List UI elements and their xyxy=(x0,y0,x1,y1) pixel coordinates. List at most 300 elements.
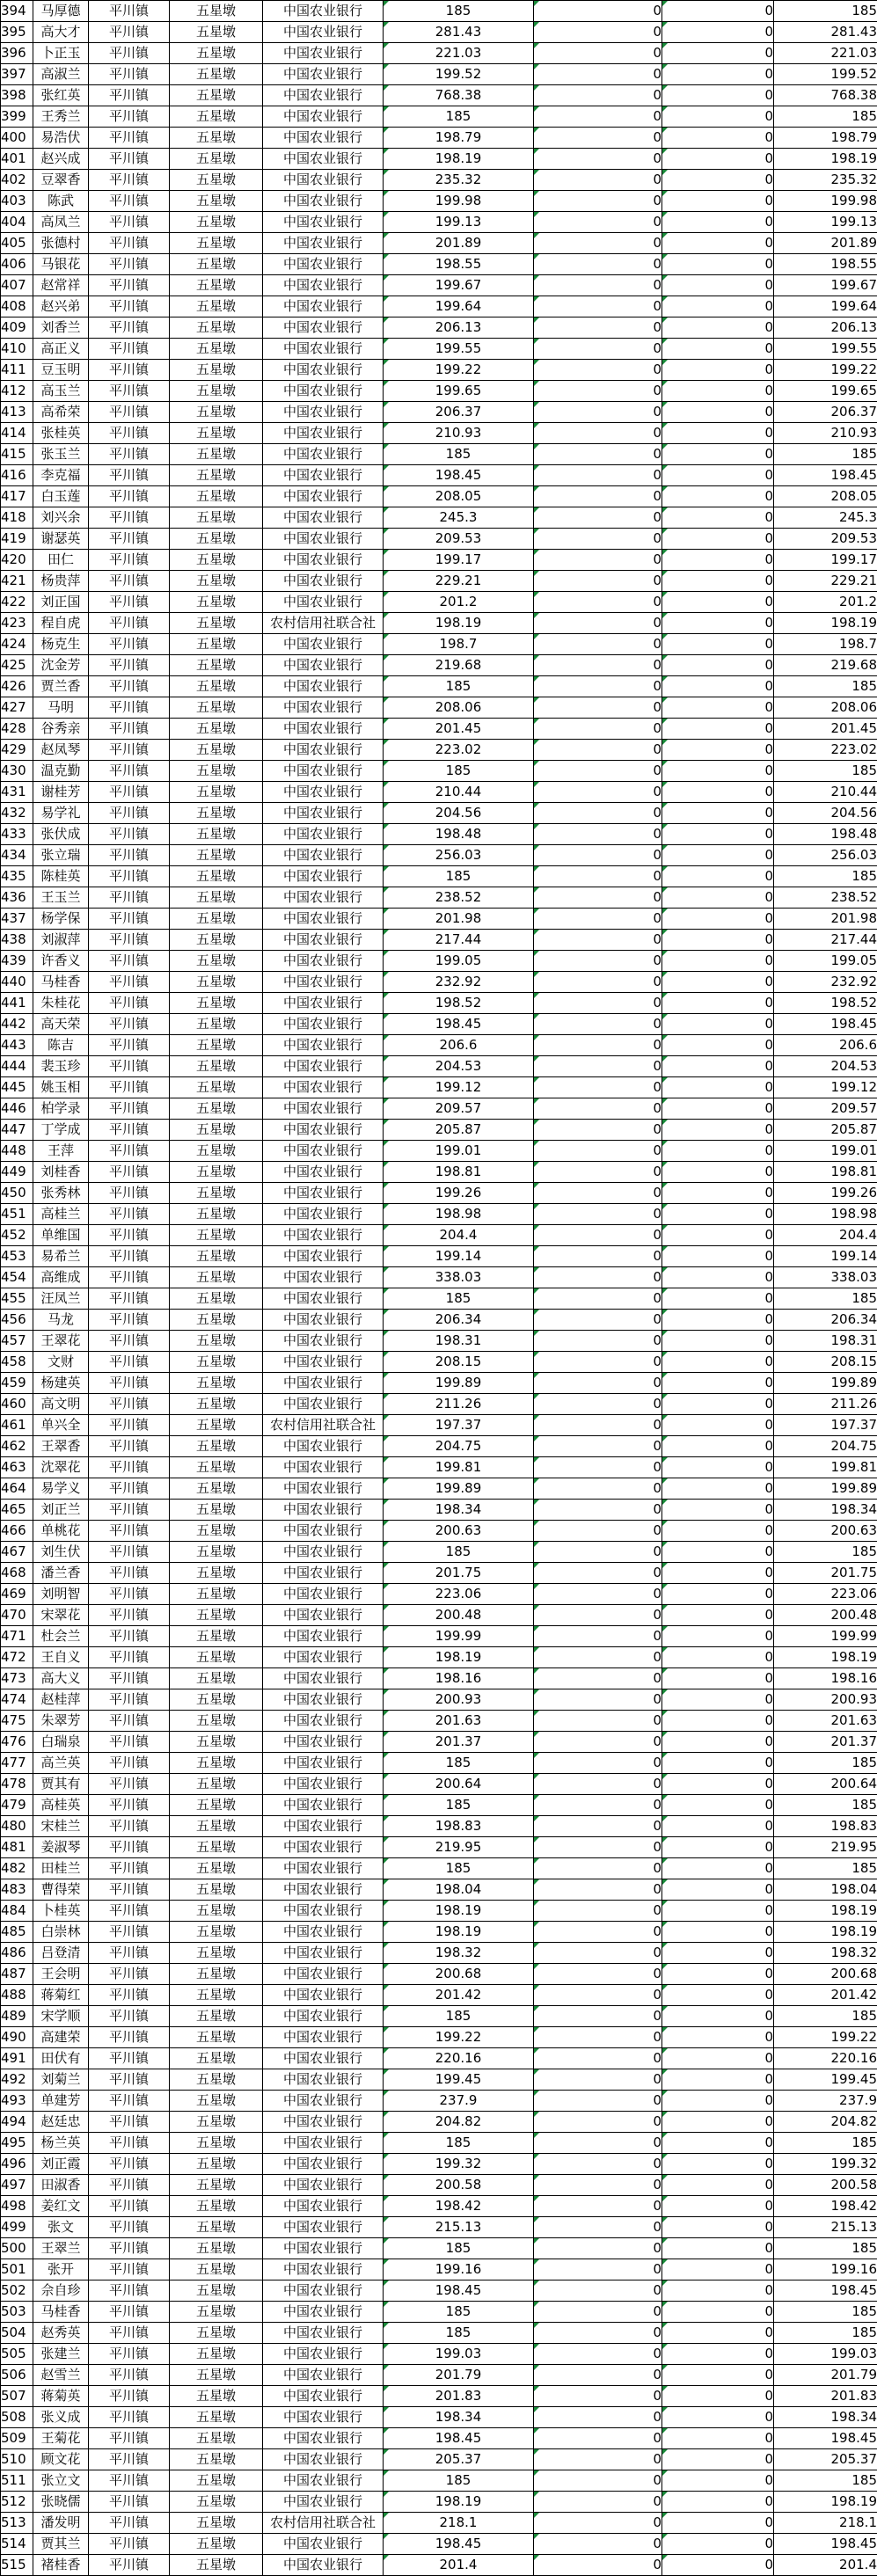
total-cell[interactable]: 220.16 xyxy=(774,2048,877,2069)
name-cell[interactable]: 田伏有 xyxy=(33,2048,89,2069)
zero-cell-1[interactable]: 0 xyxy=(534,1478,662,1500)
village-cell[interactable]: 五星墩 xyxy=(170,2133,263,2154)
bank-cell[interactable]: 中国农业银行 xyxy=(263,1310,384,1331)
row-number-cell[interactable]: 405 xyxy=(1,233,33,254)
row-number-cell[interactable]: 412 xyxy=(1,381,33,402)
bank-cell[interactable]: 中国农业银行 xyxy=(263,1816,384,1837)
village-cell[interactable]: 五星墩 xyxy=(170,1668,263,1689)
bank-cell[interactable]: 中国农业银行 xyxy=(263,2344,384,2365)
amount-cell[interactable]: 206.6 xyxy=(384,1035,534,1056)
village-cell[interactable]: 五星墩 xyxy=(170,1753,263,1774)
amount-cell[interactable]: 198.79 xyxy=(384,128,534,149)
bank-cell[interactable]: 中国农业银行 xyxy=(263,845,384,866)
name-cell[interactable]: 王翠花 xyxy=(33,1331,89,1352)
total-cell[interactable]: 201.89 xyxy=(774,233,877,254)
zero-cell-2[interactable]: 0 xyxy=(662,1267,774,1288)
zero-cell-2[interactable]: 0 xyxy=(662,212,774,233)
total-cell[interactable]: 199.03 xyxy=(774,2344,877,2365)
zero-cell-1[interactable]: 0 xyxy=(534,1500,662,1521)
bank-cell[interactable]: 中国农业银行 xyxy=(263,2492,384,2513)
town-cell[interactable]: 平川镇 xyxy=(89,866,170,887)
total-cell[interactable]: 204.53 xyxy=(774,1056,877,1077)
total-cell[interactable]: 235.32 xyxy=(774,170,877,191)
zero-cell-2[interactable]: 0 xyxy=(662,1605,774,1626)
bank-cell[interactable]: 中国农业银行 xyxy=(263,1711,384,1732)
village-cell[interactable]: 五星墩 xyxy=(170,1795,263,1816)
village-cell[interactable]: 五星墩 xyxy=(170,719,263,740)
bank-cell[interactable]: 中国农业银行 xyxy=(263,1922,384,1943)
town-cell[interactable]: 平川镇 xyxy=(89,740,170,761)
bank-cell[interactable]: 中国农业银行 xyxy=(263,2365,384,2386)
village-cell[interactable]: 五星墩 xyxy=(170,2196,263,2217)
row-number-cell[interactable]: 418 xyxy=(1,507,33,529)
amount-cell[interactable]: 198.42 xyxy=(384,2196,534,2217)
zero-cell-2[interactable]: 0 xyxy=(662,2449,774,2470)
total-cell[interactable]: 199.22 xyxy=(774,2027,877,2048)
row-number-cell[interactable]: 428 xyxy=(1,719,33,740)
amount-cell[interactable]: 199.98 xyxy=(384,191,534,212)
total-cell[interactable]: 232.92 xyxy=(774,972,877,993)
total-cell[interactable]: 201.83 xyxy=(774,2386,877,2407)
name-cell[interactable]: 谢瑟英 xyxy=(33,529,89,550)
row-number-cell[interactable]: 423 xyxy=(1,613,33,634)
row-number-cell[interactable]: 460 xyxy=(1,1394,33,1415)
bank-cell[interactable]: 中国农业银行 xyxy=(263,296,384,317)
row-number-cell[interactable]: 510 xyxy=(1,2449,33,2470)
row-number-cell[interactable]: 506 xyxy=(1,2365,33,2386)
total-cell[interactable]: 185 xyxy=(774,1795,877,1816)
amount-cell[interactable]: 200.68 xyxy=(384,1964,534,1985)
amount-cell[interactable]: 199.65 xyxy=(384,381,534,402)
name-cell[interactable]: 卜桂英 xyxy=(33,1901,89,1922)
bank-cell[interactable]: 中国农业银行 xyxy=(263,2407,384,2428)
amount-cell[interactable]: 198.45 xyxy=(384,2280,534,2302)
village-cell[interactable]: 五星墩 xyxy=(170,1943,263,1964)
name-cell[interactable]: 田仁 xyxy=(33,550,89,571)
total-cell[interactable]: 210.44 xyxy=(774,782,877,803)
name-cell[interactable]: 李克福 xyxy=(33,465,89,486)
zero-cell-1[interactable]: 0 xyxy=(534,2259,662,2280)
amount-cell[interactable]: 209.57 xyxy=(384,1098,534,1120)
row-number-cell[interactable]: 511 xyxy=(1,2470,33,2492)
village-cell[interactable]: 五星墩 xyxy=(170,1985,263,2006)
amount-cell[interactable]: 199.55 xyxy=(384,339,534,360)
total-cell[interactable]: 185 xyxy=(774,2470,877,2492)
zero-cell-1[interactable]: 0 xyxy=(534,22,662,43)
town-cell[interactable]: 平川镇 xyxy=(89,1288,170,1310)
name-cell[interactable]: 单兴全 xyxy=(33,1415,89,1436)
zero-cell-2[interactable]: 0 xyxy=(662,1816,774,1837)
total-cell[interactable]: 185 xyxy=(774,1858,877,1879)
name-cell[interactable]: 曹得荣 xyxy=(33,1879,89,1901)
row-number-cell[interactable]: 512 xyxy=(1,2492,33,2513)
zero-cell-1[interactable]: 0 xyxy=(534,2238,662,2259)
village-cell[interactable]: 五星墩 xyxy=(170,909,263,930)
zero-cell-2[interactable]: 0 xyxy=(662,296,774,317)
zero-cell-1[interactable]: 0 xyxy=(534,1753,662,1774)
bank-cell[interactable]: 中国农业银行 xyxy=(263,1373,384,1394)
zero-cell-1[interactable]: 0 xyxy=(534,149,662,170)
total-cell[interactable]: 198.31 xyxy=(774,1331,877,1352)
town-cell[interactable]: 平川镇 xyxy=(89,1267,170,1288)
zero-cell-2[interactable]: 0 xyxy=(662,719,774,740)
total-cell[interactable]: 199.64 xyxy=(774,296,877,317)
zero-cell-2[interactable]: 0 xyxy=(662,1626,774,1647)
row-number-cell[interactable]: 421 xyxy=(1,571,33,592)
amount-cell[interactable]: 281.43 xyxy=(384,22,534,43)
total-cell[interactable]: 245.3 xyxy=(774,507,877,529)
amount-cell[interactable]: 201.83 xyxy=(384,2386,534,2407)
zero-cell-1[interactable]: 0 xyxy=(534,402,662,423)
village-cell[interactable]: 五星墩 xyxy=(170,1584,263,1605)
total-cell[interactable]: 208.15 xyxy=(774,1352,877,1373)
zero-cell-2[interactable]: 0 xyxy=(662,676,774,697)
zero-cell-2[interactable]: 0 xyxy=(662,655,774,676)
bank-cell[interactable]: 中国农业银行 xyxy=(263,1668,384,1689)
total-cell[interactable]: 198.45 xyxy=(774,2428,877,2449)
zero-cell-2[interactable]: 0 xyxy=(662,465,774,486)
bank-cell[interactable]: 中国农业银行 xyxy=(263,887,384,909)
village-cell[interactable]: 五星墩 xyxy=(170,339,263,360)
zero-cell-1[interactable]: 0 xyxy=(534,1331,662,1352)
town-cell[interactable]: 平川镇 xyxy=(89,1098,170,1120)
bank-cell[interactable]: 中国农业银行 xyxy=(263,128,384,149)
name-cell[interactable]: 朱桂花 xyxy=(33,993,89,1014)
zero-cell-1[interactable]: 0 xyxy=(534,2302,662,2323)
village-cell[interactable]: 五星墩 xyxy=(170,402,263,423)
zero-cell-2[interactable]: 0 xyxy=(662,909,774,930)
name-cell[interactable]: 白玉莲 xyxy=(33,486,89,507)
town-cell[interactable]: 平川镇 xyxy=(89,1141,170,1162)
bank-cell[interactable]: 中国农业银行 xyxy=(263,275,384,296)
town-cell[interactable]: 平川镇 xyxy=(89,951,170,972)
name-cell[interactable]: 豆玉明 xyxy=(33,360,89,381)
village-cell[interactable]: 五星墩 xyxy=(170,2006,263,2027)
amount-cell[interactable]: 198.7 xyxy=(384,634,534,655)
zero-cell-1[interactable]: 0 xyxy=(534,782,662,803)
bank-cell[interactable]: 中国农业银行 xyxy=(263,2112,384,2133)
village-cell[interactable]: 五星墩 xyxy=(170,212,263,233)
bank-cell[interactable]: 中国农业银行 xyxy=(263,1204,384,1225)
zero-cell-2[interactable]: 0 xyxy=(662,1183,774,1204)
amount-cell[interactable]: 206.34 xyxy=(384,1310,534,1331)
name-cell[interactable]: 王玉兰 xyxy=(33,887,89,909)
zero-cell-2[interactable]: 0 xyxy=(662,613,774,634)
zero-cell-2[interactable]: 0 xyxy=(662,2492,774,2513)
row-number-cell[interactable]: 482 xyxy=(1,1858,33,1879)
town-cell[interactable]: 平川镇 xyxy=(89,1352,170,1373)
bank-cell[interactable]: 中国农业银行 xyxy=(263,2006,384,2027)
zero-cell-1[interactable]: 0 xyxy=(534,719,662,740)
total-cell[interactable]: 199.99 xyxy=(774,1626,877,1647)
town-cell[interactable]: 平川镇 xyxy=(89,529,170,550)
town-cell[interactable]: 平川镇 xyxy=(89,2217,170,2238)
zero-cell-2[interactable]: 0 xyxy=(662,2027,774,2048)
row-number-cell[interactable]: 476 xyxy=(1,1732,33,1753)
zero-cell-1[interactable]: 0 xyxy=(534,106,662,128)
total-cell[interactable]: 200.64 xyxy=(774,1774,877,1795)
town-cell[interactable]: 平川镇 xyxy=(89,1056,170,1077)
town-cell[interactable]: 平川镇 xyxy=(89,1816,170,1837)
row-number-cell[interactable]: 414 xyxy=(1,423,33,444)
name-cell[interactable]: 刘生伏 xyxy=(33,1542,89,1563)
village-cell[interactable]: 五星墩 xyxy=(170,529,263,550)
total-cell[interactable]: 221.03 xyxy=(774,43,877,64)
row-number-cell[interactable]: 444 xyxy=(1,1056,33,1077)
total-cell[interactable]: 200.48 xyxy=(774,1605,877,1626)
name-cell[interactable]: 刘正兰 xyxy=(33,1500,89,1521)
zero-cell-2[interactable]: 0 xyxy=(662,1098,774,1120)
name-cell[interactable]: 王萍 xyxy=(33,1141,89,1162)
row-number-cell[interactable]: 461 xyxy=(1,1415,33,1436)
amount-cell[interactable]: 218.1 xyxy=(384,2513,534,2534)
amount-cell[interactable]: 185 xyxy=(384,444,534,465)
row-number-cell[interactable]: 473 xyxy=(1,1668,33,1689)
village-cell[interactable]: 五星墩 xyxy=(170,1774,263,1795)
bank-cell[interactable]: 中国农业银行 xyxy=(263,2091,384,2112)
bank-cell[interactable]: 中国农业银行 xyxy=(263,909,384,930)
zero-cell-1[interactable]: 0 xyxy=(534,191,662,212)
town-cell[interactable]: 平川镇 xyxy=(89,1415,170,1436)
zero-cell-1[interactable]: 0 xyxy=(534,339,662,360)
bank-cell[interactable]: 中国农业银行 xyxy=(263,1943,384,1964)
total-cell[interactable]: 218.1 xyxy=(774,2513,877,2534)
bank-cell[interactable]: 中国农业银行 xyxy=(263,1753,384,1774)
village-cell[interactable]: 五星墩 xyxy=(170,866,263,887)
row-number-cell[interactable]: 491 xyxy=(1,2048,33,2069)
bank-cell[interactable]: 中国农业银行 xyxy=(263,740,384,761)
bank-cell[interactable]: 中国农业银行 xyxy=(263,1521,384,1542)
zero-cell-2[interactable]: 0 xyxy=(662,2091,774,2112)
bank-cell[interactable]: 中国农业银行 xyxy=(263,719,384,740)
total-cell[interactable]: 237.9 xyxy=(774,2091,877,2112)
name-cell[interactable]: 沈翠花 xyxy=(33,1457,89,1478)
zero-cell-2[interactable]: 0 xyxy=(662,317,774,339)
zero-cell-1[interactable]: 0 xyxy=(534,43,662,64)
total-cell[interactable]: 185 xyxy=(774,866,877,887)
amount-cell[interactable]: 201.63 xyxy=(384,1711,534,1732)
village-cell[interactable]: 五星墩 xyxy=(170,1162,263,1183)
bank-cell[interactable]: 中国农业银行 xyxy=(263,2069,384,2091)
zero-cell-2[interactable]: 0 xyxy=(662,740,774,761)
zero-cell-2[interactable]: 0 xyxy=(662,1014,774,1035)
zero-cell-2[interactable]: 0 xyxy=(662,486,774,507)
total-cell[interactable]: 199.67 xyxy=(774,275,877,296)
name-cell[interactable]: 张义成 xyxy=(33,2407,89,2428)
town-cell[interactable]: 平川镇 xyxy=(89,339,170,360)
town-cell[interactable]: 平川镇 xyxy=(89,1774,170,1795)
bank-cell[interactable]: 中国农业银行 xyxy=(263,1858,384,1879)
town-cell[interactable]: 平川镇 xyxy=(89,1626,170,1647)
village-cell[interactable]: 五星墩 xyxy=(170,1816,263,1837)
name-cell[interactable]: 马龙 xyxy=(33,1310,89,1331)
amount-cell[interactable]: 245.3 xyxy=(384,507,534,529)
row-number-cell[interactable]: 469 xyxy=(1,1584,33,1605)
total-cell[interactable]: 198.83 xyxy=(774,1816,877,1837)
village-cell[interactable]: 五星墩 xyxy=(170,444,263,465)
total-cell[interactable]: 198.19 xyxy=(774,149,877,170)
row-number-cell[interactable]: 500 xyxy=(1,2238,33,2259)
amount-cell[interactable]: 198.04 xyxy=(384,1879,534,1901)
zero-cell-2[interactable]: 0 xyxy=(662,571,774,592)
town-cell[interactable]: 平川镇 xyxy=(89,676,170,697)
bank-cell[interactable]: 中国农业银行 xyxy=(263,2280,384,2302)
zero-cell-1[interactable]: 0 xyxy=(534,634,662,655)
village-cell[interactable]: 五星墩 xyxy=(170,1922,263,1943)
zero-cell-2[interactable]: 0 xyxy=(662,170,774,191)
name-cell[interactable]: 高正义 xyxy=(33,339,89,360)
bank-cell[interactable]: 中国农业银行 xyxy=(263,191,384,212)
bank-cell[interactable]: 中国农业银行 xyxy=(263,1584,384,1605)
town-cell[interactable]: 平川镇 xyxy=(89,43,170,64)
amount-cell[interactable]: 210.44 xyxy=(384,782,534,803)
name-cell[interactable]: 赵桂萍 xyxy=(33,1689,89,1711)
zero-cell-2[interactable]: 0 xyxy=(662,1478,774,1500)
total-cell[interactable]: 185 xyxy=(774,444,877,465)
zero-cell-2[interactable]: 0 xyxy=(662,2280,774,2302)
amount-cell[interactable]: 338.03 xyxy=(384,1267,534,1288)
amount-cell[interactable]: 185 xyxy=(384,2323,534,2344)
zero-cell-2[interactable]: 0 xyxy=(662,1774,774,1795)
row-number-cell[interactable]: 484 xyxy=(1,1901,33,1922)
total-cell[interactable]: 198.32 xyxy=(774,1943,877,1964)
zero-cell-1[interactable]: 0 xyxy=(534,254,662,275)
total-cell[interactable]: 204.4 xyxy=(774,1225,877,1246)
village-cell[interactable]: 五星墩 xyxy=(170,2175,263,2196)
total-cell[interactable]: 219.95 xyxy=(774,1837,877,1858)
zero-cell-2[interactable]: 0 xyxy=(662,1141,774,1162)
zero-cell-2[interactable]: 0 xyxy=(662,634,774,655)
zero-cell-1[interactable]: 0 xyxy=(534,1120,662,1141)
row-number-cell[interactable]: 465 xyxy=(1,1500,33,1521)
bank-cell[interactable]: 中国农业银行 xyxy=(263,317,384,339)
town-cell[interactable]: 平川镇 xyxy=(89,1795,170,1816)
total-cell[interactable]: 185 xyxy=(774,2238,877,2259)
row-number-cell[interactable]: 457 xyxy=(1,1331,33,1352)
name-cell[interactable]: 王翠兰 xyxy=(33,2238,89,2259)
zero-cell-2[interactable]: 0 xyxy=(662,2133,774,2154)
bank-cell[interactable]: 中国农业银行 xyxy=(263,1879,384,1901)
zero-cell-1[interactable]: 0 xyxy=(534,1563,662,1584)
zero-cell-2[interactable]: 0 xyxy=(662,2175,774,2196)
zero-cell-1[interactable]: 0 xyxy=(534,1246,662,1267)
bank-cell[interactable]: 中国农业银行 xyxy=(263,1014,384,1035)
total-cell[interactable]: 281.43 xyxy=(774,22,877,43)
zero-cell-1[interactable]: 0 xyxy=(534,1626,662,1647)
name-cell[interactable]: 马银花 xyxy=(33,254,89,275)
row-number-cell[interactable]: 446 xyxy=(1,1098,33,1120)
village-cell[interactable]: 五星墩 xyxy=(170,2407,263,2428)
town-cell[interactable]: 平川镇 xyxy=(89,2196,170,2217)
zero-cell-1[interactable]: 0 xyxy=(534,2513,662,2534)
zero-cell-1[interactable]: 0 xyxy=(534,1816,662,1837)
zero-cell-1[interactable]: 0 xyxy=(534,1837,662,1858)
amount-cell[interactable]: 185 xyxy=(384,1795,534,1816)
row-number-cell[interactable]: 415 xyxy=(1,444,33,465)
total-cell[interactable]: 185 xyxy=(774,1,877,22)
zero-cell-1[interactable]: 0 xyxy=(534,1542,662,1563)
amount-cell[interactable]: 198.19 xyxy=(384,1922,534,1943)
zero-cell-2[interactable]: 0 xyxy=(662,1077,774,1098)
zero-cell-2[interactable]: 0 xyxy=(662,2154,774,2175)
village-cell[interactable]: 五星墩 xyxy=(170,951,263,972)
village-cell[interactable]: 五星墩 xyxy=(170,1478,263,1500)
zero-cell-2[interactable]: 0 xyxy=(662,43,774,64)
total-cell[interactable]: 201.45 xyxy=(774,719,877,740)
zero-cell-2[interactable]: 0 xyxy=(662,2470,774,2492)
name-cell[interactable]: 贾其兰 xyxy=(33,2534,89,2555)
zero-cell-1[interactable]: 0 xyxy=(534,2534,662,2555)
bank-cell[interactable]: 中国农业银行 xyxy=(263,2323,384,2344)
zero-cell-2[interactable]: 0 xyxy=(662,1563,774,1584)
town-cell[interactable]: 平川镇 xyxy=(89,1204,170,1225)
name-cell[interactable]: 吕登清 xyxy=(33,1943,89,1964)
amount-cell[interactable]: 199.17 xyxy=(384,550,534,571)
village-cell[interactable]: 五星墩 xyxy=(170,2154,263,2175)
bank-cell[interactable]: 中国农业银行 xyxy=(263,85,384,106)
town-cell[interactable]: 平川镇 xyxy=(89,1225,170,1246)
row-number-cell[interactable]: 440 xyxy=(1,972,33,993)
row-number-cell[interactable]: 514 xyxy=(1,2534,33,2555)
bank-cell[interactable]: 中国农业银行 xyxy=(263,423,384,444)
town-cell[interactable]: 平川镇 xyxy=(89,2091,170,2112)
town-cell[interactable]: 平川镇 xyxy=(89,2386,170,2407)
village-cell[interactable]: 五星墩 xyxy=(170,1858,263,1879)
zero-cell-1[interactable]: 0 xyxy=(534,655,662,676)
name-cell[interactable]: 易学义 xyxy=(33,1478,89,1500)
village-cell[interactable]: 五星墩 xyxy=(170,972,263,993)
name-cell[interactable]: 单桃花 xyxy=(33,1521,89,1542)
zero-cell-1[interactable]: 0 xyxy=(534,1394,662,1415)
zero-cell-1[interactable]: 0 xyxy=(534,1584,662,1605)
total-cell[interactable]: 201.37 xyxy=(774,1732,877,1753)
amount-cell[interactable]: 223.06 xyxy=(384,1584,534,1605)
zero-cell-1[interactable]: 0 xyxy=(534,2133,662,2154)
zero-cell-2[interactable]: 0 xyxy=(662,1521,774,1542)
row-number-cell[interactable]: 413 xyxy=(1,402,33,423)
village-cell[interactable]: 五星墩 xyxy=(170,1394,263,1415)
name-cell[interactable]: 赵廷忠 xyxy=(33,2112,89,2133)
row-number-cell[interactable]: 451 xyxy=(1,1204,33,1225)
row-number-cell[interactable]: 411 xyxy=(1,360,33,381)
zero-cell-1[interactable]: 0 xyxy=(534,2048,662,2069)
zero-cell-2[interactable]: 0 xyxy=(662,1943,774,1964)
name-cell[interactable]: 王翠香 xyxy=(33,1436,89,1457)
amount-cell[interactable]: 204.56 xyxy=(384,803,534,824)
village-cell[interactable]: 五星墩 xyxy=(170,1436,263,1457)
zero-cell-1[interactable]: 0 xyxy=(534,697,662,719)
village-cell[interactable]: 五星墩 xyxy=(170,170,263,191)
name-cell[interactable]: 刘淑萍 xyxy=(33,930,89,951)
village-cell[interactable]: 五星墩 xyxy=(170,1711,263,1732)
village-cell[interactable]: 五星墩 xyxy=(170,106,263,128)
name-cell[interactable]: 高天荣 xyxy=(33,1014,89,1035)
town-cell[interactable]: 平川镇 xyxy=(89,824,170,845)
total-cell[interactable]: 185 xyxy=(774,2302,877,2323)
village-cell[interactable]: 五星墩 xyxy=(170,2449,263,2470)
zero-cell-1[interactable]: 0 xyxy=(534,1077,662,1098)
amount-cell[interactable]: 185 xyxy=(384,2470,534,2492)
village-cell[interactable]: 五星墩 xyxy=(170,845,263,866)
bank-cell[interactable]: 中国农业银行 xyxy=(263,64,384,85)
row-number-cell[interactable]: 477 xyxy=(1,1753,33,1774)
town-cell[interactable]: 平川镇 xyxy=(89,550,170,571)
zero-cell-2[interactable]: 0 xyxy=(662,951,774,972)
row-number-cell[interactable]: 485 xyxy=(1,1922,33,1943)
bank-cell[interactable]: 中国农业银行 xyxy=(263,507,384,529)
row-number-cell[interactable]: 402 xyxy=(1,170,33,191)
town-cell[interactable]: 平川镇 xyxy=(89,1922,170,1943)
